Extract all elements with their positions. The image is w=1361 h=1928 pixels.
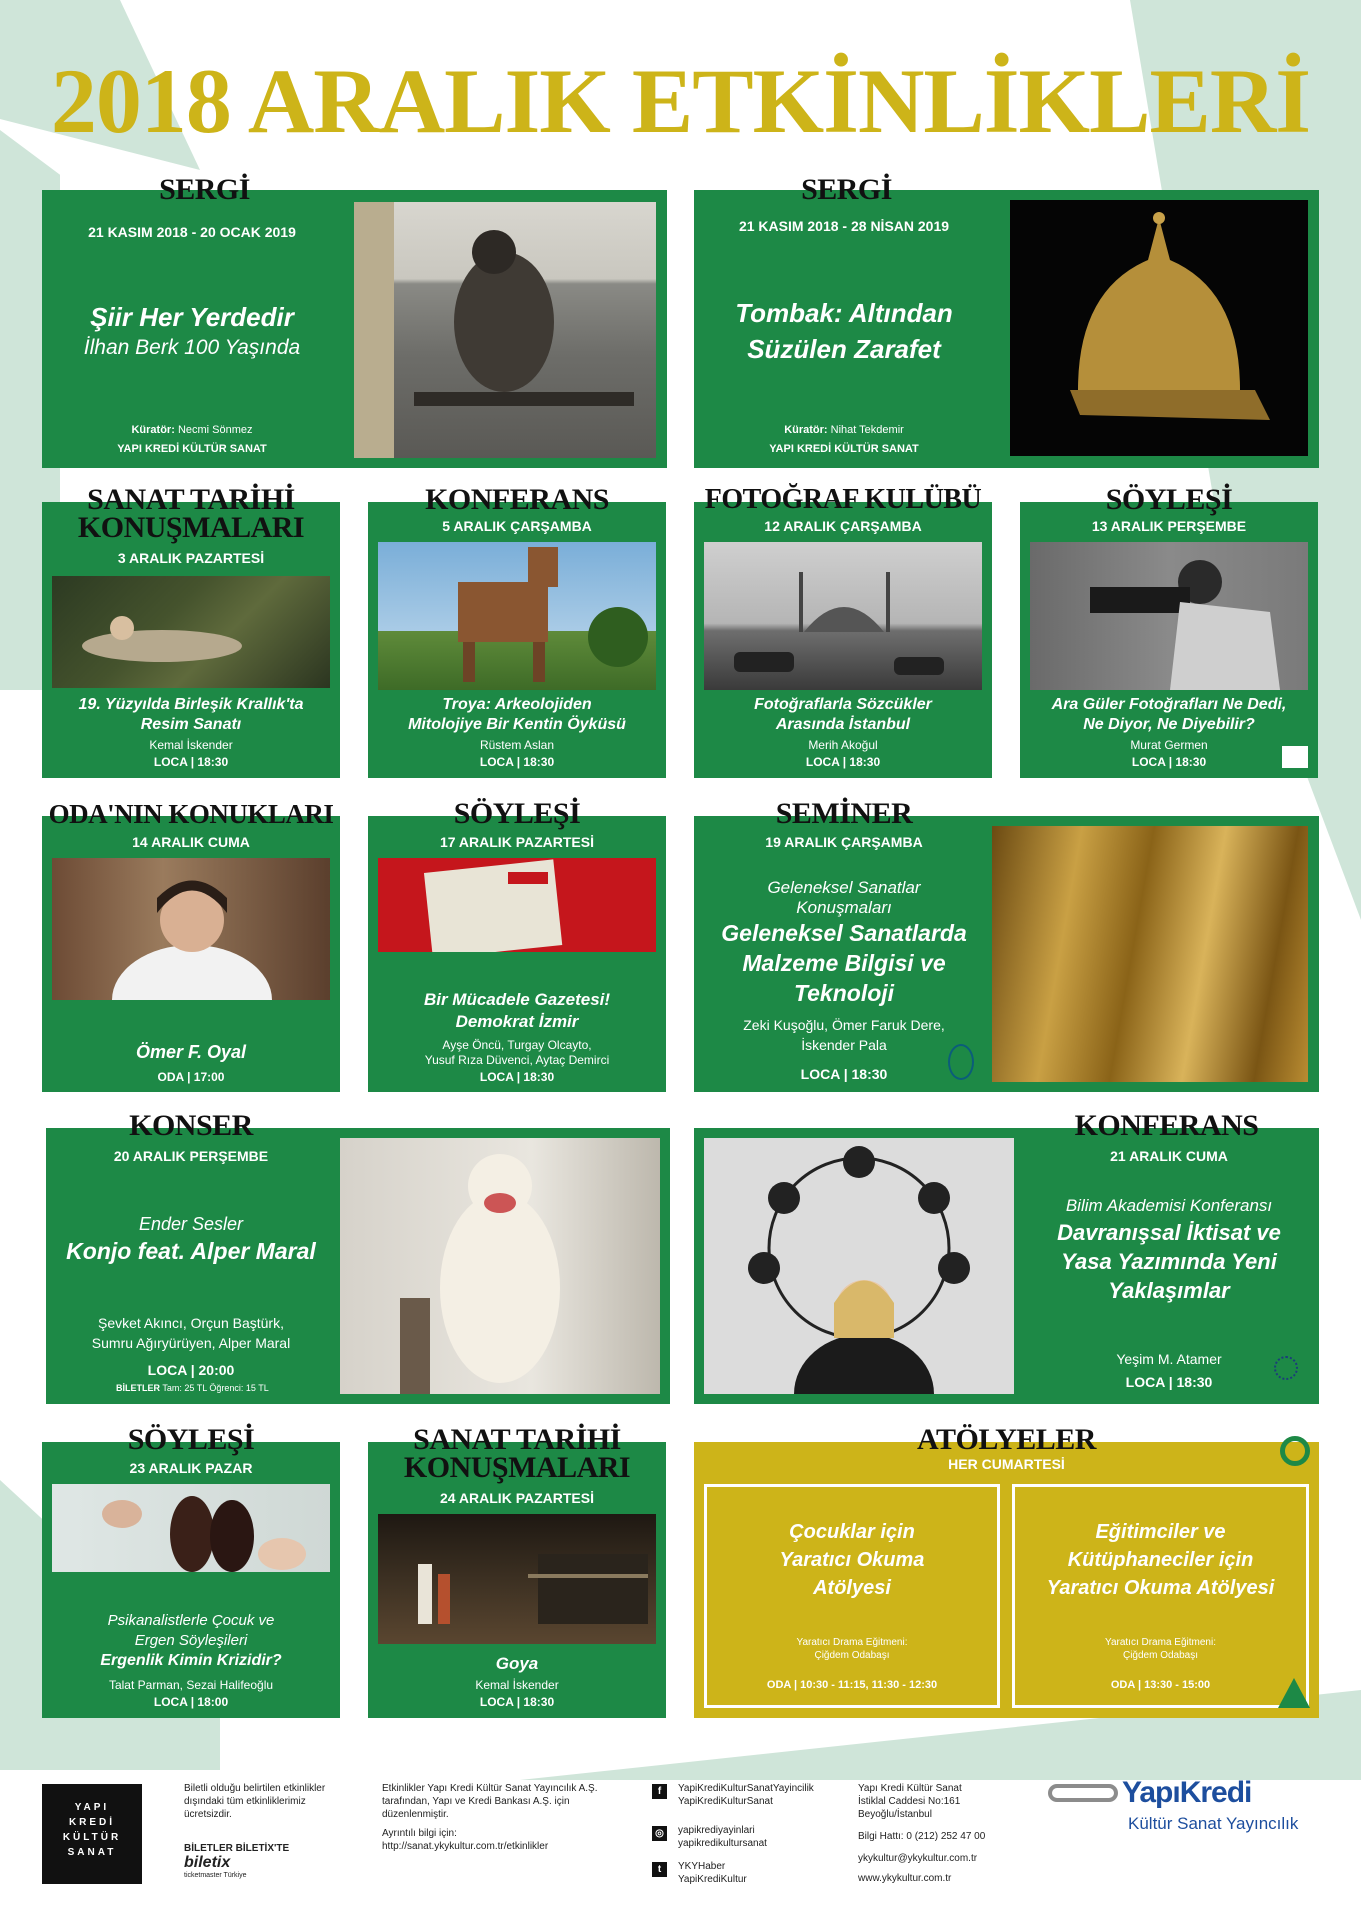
curator: Küratör: Nihat Tekdemir <box>784 424 904 436</box>
event-card-konferans-troya[interactable] <box>368 483 666 778</box>
event-title-2: Arasında İstanbul <box>775 716 911 733</box>
location-time: LOCA | 18:30 <box>479 1695 555 1709</box>
workshop-title-2: Yaratıcı Okuma <box>779 1549 925 1571</box>
card-date: 13 ARALIK PERŞEMBE <box>1091 518 1247 534</box>
card-category: SÖYLEŞİ <box>1105 483 1233 516</box>
location-time: LOCA | 18:30 <box>153 755 229 769</box>
event-card-sergi-siir[interactable] <box>42 173 667 468</box>
location-time: LOCA | 18:30 <box>805 755 881 769</box>
event-title-2: Mitolojiye Bir Kentin Öyküsü <box>408 716 626 733</box>
photo-polar-bear <box>340 1138 660 1394</box>
card-date: 3 ARALIK PAZARTESİ <box>117 550 265 566</box>
card-category: ODA'NIN KONUKLARI <box>48 799 334 829</box>
card-date: 17 ARALIK PAZARTESİ <box>439 834 594 850</box>
decor-triangle-icon <box>1278 1678 1310 1708</box>
event-title: Şiir Her Yerdedir <box>90 302 294 332</box>
yapi-kredi-kultur-sanat-logo: YAPI KREDİ KÜLTÜR SANAT <box>42 1784 142 1884</box>
card-date: 19 ARALIK ÇARŞAMBA <box>765 834 923 850</box>
brand-mark-icon <box>1048 1784 1118 1802</box>
event-title: 19. Yüzyılda Birleşik Krallık'ta <box>78 696 304 713</box>
venue: YAPI KREDİ KÜLTÜR SANAT <box>769 443 919 455</box>
speaker: Murat Germen <box>1130 738 1208 752</box>
event-title: Goya <box>495 1654 539 1673</box>
speakers: Talat Parman, Sezai Halifeoğlu <box>108 1678 274 1692</box>
workshop-title-3: Yaratıcı Okuma Atölyesi <box>1046 1577 1275 1599</box>
twitter-icon[interactable]: t <box>652 1862 667 1877</box>
series-line2: Ergen Söyleşileri <box>134 1632 248 1649</box>
sponsor-logo-icon <box>948 1044 974 1080</box>
event-title-2: Ne Diyor, Ne Diyebilir? <box>1083 716 1255 733</box>
photo-trojan-horse <box>378 542 656 690</box>
event-card-konferans-bilim[interactable] <box>694 1109 1319 1404</box>
card-category-line2: KONUŞMALARI <box>403 1451 631 1484</box>
card-category: SÖYLEŞİ <box>127 1423 255 1456</box>
card-category: KONSER <box>129 1109 253 1142</box>
card-category: FOTOĞRAF KULÜBÜ <box>704 484 982 515</box>
card-category: SERGİ <box>801 173 892 206</box>
contact-email[interactable]: ykykultur@ykykultur.com.tr <box>858 1853 978 1864</box>
contact-phone: Bilgi Hattı: 0 (212) 252 47 00 <box>858 1831 986 1842</box>
event-card-konser[interactable] <box>46 1109 670 1404</box>
event-card-soylesi-ara-guler[interactable] <box>1020 483 1318 778</box>
twitter-accounts[interactable]: YKYHaber YapiKrediKultur <box>678 1861 747 1885</box>
speaker: Yeşim M. Atamer <box>1116 1351 1222 1367</box>
event-title-2: Demokrat İzmir <box>455 1012 579 1031</box>
workshop-title-3: Atölyesi <box>813 1577 891 1599</box>
photo-istanbul-mosque <box>704 542 982 690</box>
speaker: Kemal İskender <box>475 1678 559 1692</box>
location-time: LOCA | 20:00 <box>147 1362 235 1378</box>
card-date: 24 ARALIK PAZARTESİ <box>439 1490 594 1506</box>
card-category-line1: SANAT TARİHİ <box>413 1423 621 1456</box>
event-title: Ara Güler Fotoğrafları Ne Dedi, <box>1051 696 1287 713</box>
speakers-line2: Sumru Ağıryürüyen, Alper Maral <box>91 1335 291 1351</box>
event-card-soylesi-ergenlik[interactable] <box>42 1423 340 1718</box>
event-card-sanat-tarihi-1[interactable] <box>42 483 340 778</box>
event-title: Geleneksel Sanatlarda <box>721 920 967 946</box>
photo-goya-painting <box>378 1514 656 1644</box>
card-category: SÖYLEŞİ <box>453 797 581 830</box>
location-time: LOCA | 18:30 <box>800 1066 888 1082</box>
photo-tombak-helmet <box>1010 200 1308 456</box>
event-title-3: Teknoloji <box>793 980 895 1006</box>
speakers-line2: Yusuf Rıza Düvenci, Aytaç Demirci <box>424 1053 610 1067</box>
photo-ara-guler-camera <box>1030 542 1308 690</box>
ticket-info: BİLETLER Tam: 25 TL Öğrenci: 15 TL <box>116 1383 269 1393</box>
location-time: LOCA | 18:30 <box>1125 1374 1213 1390</box>
card-date: 14 ARALIK CUMA <box>132 834 250 850</box>
card-category-line1: SANAT TARİHİ <box>87 483 295 516</box>
organizer-note: Etkinlikler Yapı Kredi Kültür Sanat Yayıncılık A.Ş. tarafından, Yapı ve Kredi Bankası A.Ş. için düzenlenmiştir. Ayrıntılı bilgi için: http://sanat.ykykultur.com.tr/etkinlikler <box>382 1783 598 1852</box>
series: Bilim Akademisi Konferansı <box>1065 1196 1273 1215</box>
event-card-fotograf-kulubu[interactable] <box>694 484 992 778</box>
card-date: 21 ARALIK CUMA <box>1110 1148 1228 1164</box>
workshop-box-educators[interactable] <box>1012 1484 1309 1708</box>
decor-ring-icon <box>1280 1436 1310 1466</box>
trainer: Çiğdem Odabaşı <box>1122 1650 1199 1661</box>
trainer-label: Yaratıcı Drama Eğitmeni: <box>796 1637 908 1648</box>
speakers-line1: Şevket Akıncı, Orçun Baştürk, <box>98 1315 284 1331</box>
event-title: Konjo feat. Alper Maral <box>66 1238 316 1264</box>
instagram-icon[interactable]: ◎ <box>652 1826 667 1841</box>
trainer: Çiğdem Odabaşı <box>814 1650 890 1661</box>
trainer-label: Yaratıcı Drama Eğitmeni: <box>1105 1637 1216 1648</box>
card-category: KONFERANS <box>425 483 609 516</box>
location-time: ODA | 10:30 - 11:15, 11:30 - 12:30 <box>766 1679 938 1691</box>
speaker: Merih Akoğul <box>808 738 878 752</box>
event-title: Troya: Arkeolojiden <box>442 696 592 713</box>
card-category: KONFERANS <box>1074 1109 1259 1142</box>
series-line1: Geleneksel Sanatlar <box>767 878 921 897</box>
sponsor-logo-icon <box>1274 1356 1298 1380</box>
speaker: Rüstem Aslan <box>479 738 555 752</box>
photo-man-on-boat <box>354 202 656 458</box>
card-date: 21 KASIM 2018 - 20 OCAK 2019 <box>88 224 296 240</box>
event-title: Bir Mücadele Gazetesi! <box>423 990 611 1009</box>
series-line2: Konuşmaları <box>796 898 892 917</box>
location-time: LOCA | 18:30 <box>1131 755 1207 769</box>
event-title-2: Yasa Yazımında Yeni <box>1061 1249 1277 1274</box>
event-subtitle: İlhan Berk 100 Yaşında <box>83 336 301 359</box>
photo-ophelia-painting <box>52 576 330 688</box>
photo-newspaper-izmir <box>378 858 656 952</box>
contact-address: Yapı Kredi Kültür Sanat İstiklal Caddesi No:161 Beyoğlu/İstanbul <box>858 1783 962 1820</box>
event-title: Ömer F. Oyal <box>135 1042 247 1062</box>
photo-omer-oyal <box>52 858 330 1000</box>
speaker: Kemal İskender <box>149 738 233 752</box>
venue: YAPI KREDİ KÜLTÜR SANAT <box>117 443 267 455</box>
workshop-box-children[interactable] <box>704 1484 1000 1708</box>
event-title: Tombak: Altından <box>735 298 953 328</box>
event-title-2: Resim Sanatı <box>140 716 242 733</box>
free-events-note: Biletli olduğu belirtilen etkinlikler dışındaki tüm etkinliklerimiz ücretsizdir. <box>184 1783 326 1820</box>
event-card-sergi-tombak[interactable] <box>694 173 1319 468</box>
card-date: 5 ARALIK ÇARŞAMBA <box>442 518 592 534</box>
facebook-icon[interactable]: f <box>652 1784 667 1799</box>
card-category-line2: KONUŞMALARI <box>77 511 305 544</box>
sponsor-logo-icon <box>1282 746 1308 768</box>
series: Ender Sesler <box>138 1214 244 1234</box>
biletix-logo: biletix ticketmaster Türkiye <box>184 1854 247 1879</box>
page-title: 2018 ARALIK ETKİNLİKLERİ <box>50 50 1311 152</box>
card-date: 12 ARALIK ÇARŞAMBA <box>764 518 922 534</box>
card-category: SEMİNER <box>775 797 913 830</box>
event-title-2: Süzülen Zarafet <box>747 334 941 364</box>
workshop-title-1: Çocuklar için <box>789 1521 915 1543</box>
card-date: 21 KASIM 2018 - 28 NİSAN 2019 <box>738 218 950 234</box>
biletix-label: BİLETLER BİLETİX'TE <box>184 1843 290 1854</box>
event-title: Ergenlik Kimin Krizidir? <box>100 1652 282 1669</box>
workshops-card[interactable] <box>694 1423 1319 1718</box>
event-title-2: Malzeme Bilgisi ve <box>742 950 946 976</box>
event-card-seminer[interactable] <box>694 797 1319 1092</box>
card-date: 20 ARALIK PERŞEMBE <box>113 1148 269 1164</box>
location-time: ODA | 17:00 <box>157 1070 225 1084</box>
facebook-accounts[interactable]: YapiKrediKulturSanatYayincilik YapiKrediKulturSanat <box>678 1783 814 1807</box>
location-time: LOCA | 18:30 <box>479 755 555 769</box>
card-date: HER CUMARTESİ <box>948 1456 1065 1472</box>
event-card-soylesi-izmir[interactable] <box>368 797 666 1092</box>
card-date: 23 ARALIK PAZAR <box>129 1460 253 1476</box>
speakers-line1: Zeki Kuşoğlu, Ömer Faruk Dere, <box>743 1017 945 1033</box>
photo-behavioral-economics <box>704 1138 1014 1394</box>
curator: Küratör: Necmi Sönmez <box>131 424 253 436</box>
workshop-title-1: Eğitimciler ve <box>1095 1521 1226 1543</box>
card-category: SERGİ <box>159 173 250 206</box>
info-link[interactable]: http://sanat.ykykultur.com.tr/etkinlikler <box>382 1841 549 1852</box>
location-time: ODA | 13:30 - 15:00 <box>1110 1679 1211 1691</box>
location-time: LOCA | 18:00 <box>153 1695 229 1709</box>
photo-figures-painting <box>52 1484 330 1572</box>
speakers-line2: İskender Pala <box>801 1037 887 1053</box>
event-card-oda-konuklari[interactable] <box>42 799 340 1092</box>
event-card-sanat-tarihi-goya[interactable] <box>368 1423 666 1718</box>
event-title: Davranışsal İktisat ve <box>1057 1220 1281 1245</box>
series-line1: Psikanalistlerle Çocuk ve <box>107 1612 275 1629</box>
workshop-title-2: Kütüphaneciler için <box>1067 1549 1254 1571</box>
location-time: LOCA | 18:30 <box>479 1070 555 1084</box>
instagram-accounts[interactable]: yapikrediyayinlari yapikredikultursanat <box>678 1825 767 1849</box>
event-title: Fotoğraflarla Sözcükler <box>754 696 932 713</box>
photo-gold-ornament <box>992 826 1308 1082</box>
card-category: ATÖLYELER <box>917 1423 1096 1456</box>
contact-web[interactable]: www.ykykultur.com.tr <box>858 1873 952 1884</box>
speakers-line1: Ayşe Öncü, Turgay Olcayto, <box>442 1038 592 1052</box>
event-title-3: Yaklaşımlar <box>1108 1278 1230 1303</box>
